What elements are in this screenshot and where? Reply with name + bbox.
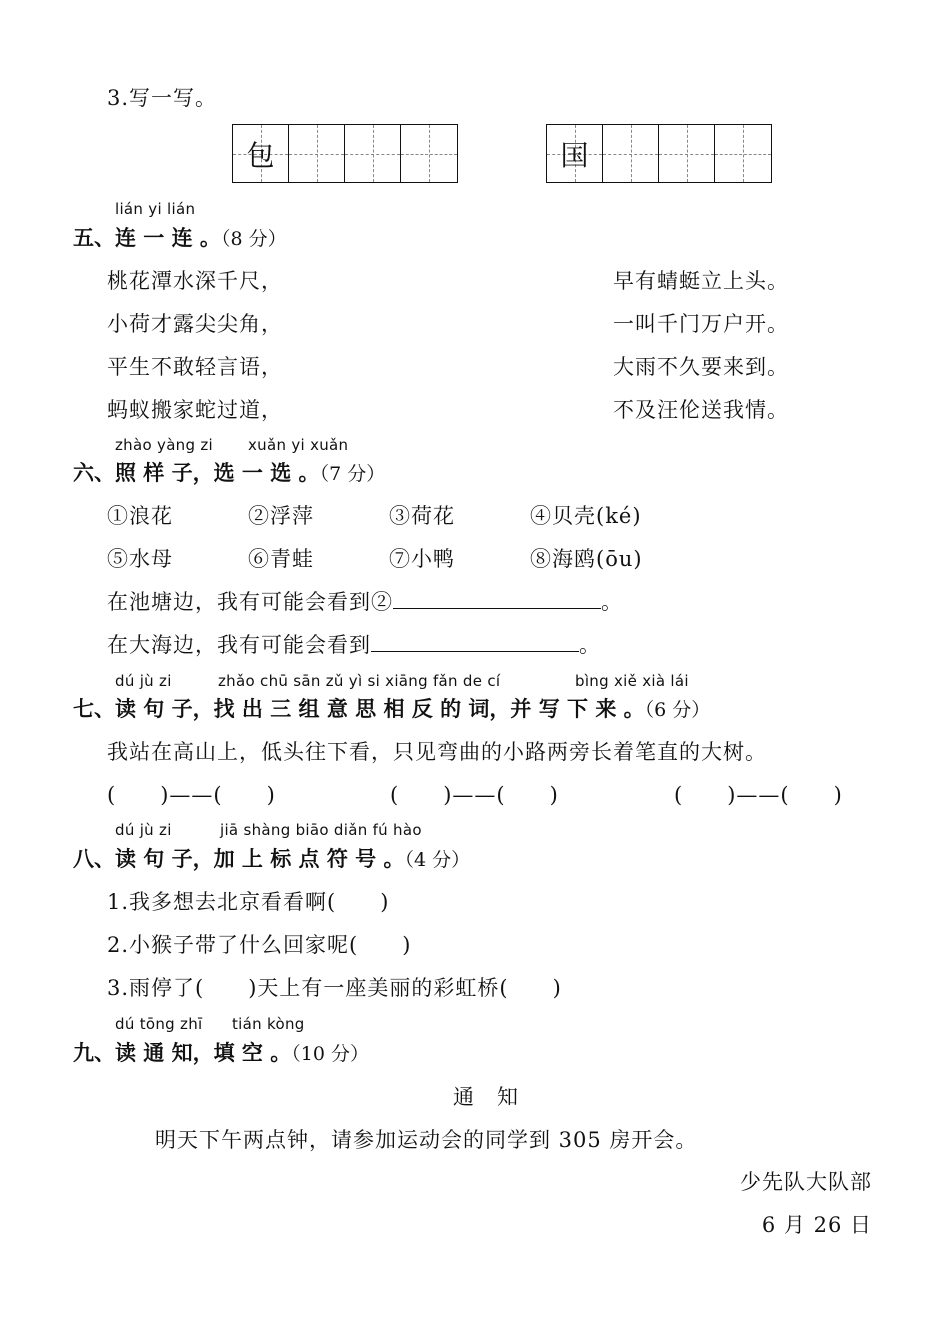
sea-line-end: 。 bbox=[579, 633, 601, 657]
option-4: ④贝壳(ké) bbox=[530, 504, 642, 528]
s9-heading bbox=[73, 1037, 369, 1067]
writing-grid-1[interactable] bbox=[232, 124, 458, 183]
s8-score: （4 分） bbox=[404, 849, 471, 871]
s9-pinyin-1: dú tōng zhī bbox=[115, 1015, 203, 1033]
s7-score: （6 分） bbox=[644, 699, 711, 721]
option-3: ③荷花 bbox=[389, 504, 455, 528]
poem-left-3[interactable]: 平生不敢轻言语， bbox=[107, 355, 283, 379]
option-7: ⑦小鸭 bbox=[389, 547, 455, 571]
notice-signer: 少先队大队部 bbox=[740, 1170, 872, 1194]
s6-score: （7 分） bbox=[319, 463, 386, 485]
poem-right-1[interactable]: 早有蜻蜓立上头。 bbox=[613, 269, 789, 293]
s5-pinyin: lián yi lián bbox=[115, 200, 196, 218]
grid-char-1: 包 bbox=[246, 139, 275, 172]
s9-title: 九、读 通 知，填 空 。 bbox=[73, 1041, 292, 1065]
punct-item-1[interactable]: 1.我多想去北京看看啊( ) bbox=[107, 890, 390, 914]
s7-sentence: 我站在高山上，低头往下看，只见弯曲的小路两旁长着笔直的大树。 bbox=[107, 740, 767, 764]
q3-label: 3.写一写。 bbox=[107, 86, 218, 110]
s5-score: （8 分） bbox=[220, 228, 287, 250]
pond-line-text: 在池塘边，我有可能会看到② bbox=[107, 590, 393, 614]
s6-pinyin-2: xuǎn yi xuǎn bbox=[248, 436, 349, 454]
s7-pinyin-1: dú jù zi bbox=[115, 672, 172, 690]
sea-line-text: 在大海边，我有可能会看到 bbox=[107, 633, 371, 657]
sea-line bbox=[107, 629, 601, 659]
antonym-pair-1[interactable]: ( )——( ) bbox=[107, 783, 276, 807]
s9-score: （10 分） bbox=[291, 1043, 369, 1065]
grid-char-2: 国 bbox=[560, 139, 589, 172]
poem-left-1[interactable]: 桃花潭水深千尺， bbox=[107, 269, 283, 293]
s5-title: 五、连 一 连 。 bbox=[73, 226, 221, 250]
s6-heading bbox=[73, 457, 385, 487]
notice-date: 6 月 26 日 bbox=[761, 1213, 872, 1237]
option-2: ②浮萍 bbox=[248, 504, 314, 528]
pond-answer-blank[interactable] bbox=[393, 588, 601, 609]
pond-line-end: 。 bbox=[601, 590, 623, 614]
writing-grid-2[interactable] bbox=[546, 124, 772, 183]
poem-right-3[interactable]: 大雨不久要来到。 bbox=[613, 355, 789, 379]
s7-title: 七、读 句 子，找 出 三 组 意 思 相 反 的 词，并 写 下 来 。 bbox=[73, 697, 645, 721]
punct-item-2[interactable]: 2.小猴子带了什么回家呢( ) bbox=[107, 933, 412, 957]
pond-line bbox=[107, 586, 623, 616]
s9-pinyin-2: tián kòng bbox=[232, 1015, 305, 1033]
option-6: ⑥青蛙 bbox=[248, 547, 314, 571]
notice-body: 明天下午两点钟，请参加运动会的同学到 305 房开会。 bbox=[155, 1128, 698, 1152]
s8-title: 八、读 句 子，加 上 标 点 符 号 。 bbox=[73, 847, 405, 871]
s7-pinyin-2: zhǎo chū sān zǔ yì si xiāng fǎn de cí bbox=[218, 672, 501, 690]
poem-left-2[interactable]: 小荷才露尖尖角， bbox=[107, 312, 283, 336]
s8-heading bbox=[73, 843, 470, 873]
punct-item-3[interactable]: 3.雨停了( )天上有一座美丽的彩虹桥( ) bbox=[107, 976, 562, 1000]
s8-pinyin-1: dú jù zi bbox=[115, 821, 172, 839]
notice-title: 通 知 bbox=[453, 1085, 519, 1109]
sea-answer-blank[interactable] bbox=[371, 631, 579, 652]
antonym-pair-2[interactable]: ( )——( ) bbox=[390, 783, 559, 807]
poem-right-4[interactable]: 不及汪伦送我情。 bbox=[613, 398, 789, 422]
poem-left-4[interactable]: 蚂蚁搬家蛇过道， bbox=[107, 398, 283, 422]
s6-pinyin-1: zhào yàng zi bbox=[115, 436, 214, 454]
option-8: ⑧海鸥(ōu) bbox=[530, 547, 643, 571]
s5-heading bbox=[73, 222, 287, 252]
s8-pinyin-2: jiā shàng biāo diǎn fú hào bbox=[220, 821, 422, 839]
s6-title: 六、照 样 子，选 一 选 。 bbox=[73, 461, 320, 485]
antonym-pair-3[interactable]: ( )——( ) bbox=[674, 783, 843, 807]
poem-right-2[interactable]: 一叫千门万户开。 bbox=[613, 312, 789, 336]
s7-pinyin-3: bìng xiě xià lái bbox=[575, 672, 689, 690]
s7-heading bbox=[73, 693, 710, 723]
option-5: ⑤水母 bbox=[107, 547, 173, 571]
option-1: ①浪花 bbox=[107, 504, 173, 528]
